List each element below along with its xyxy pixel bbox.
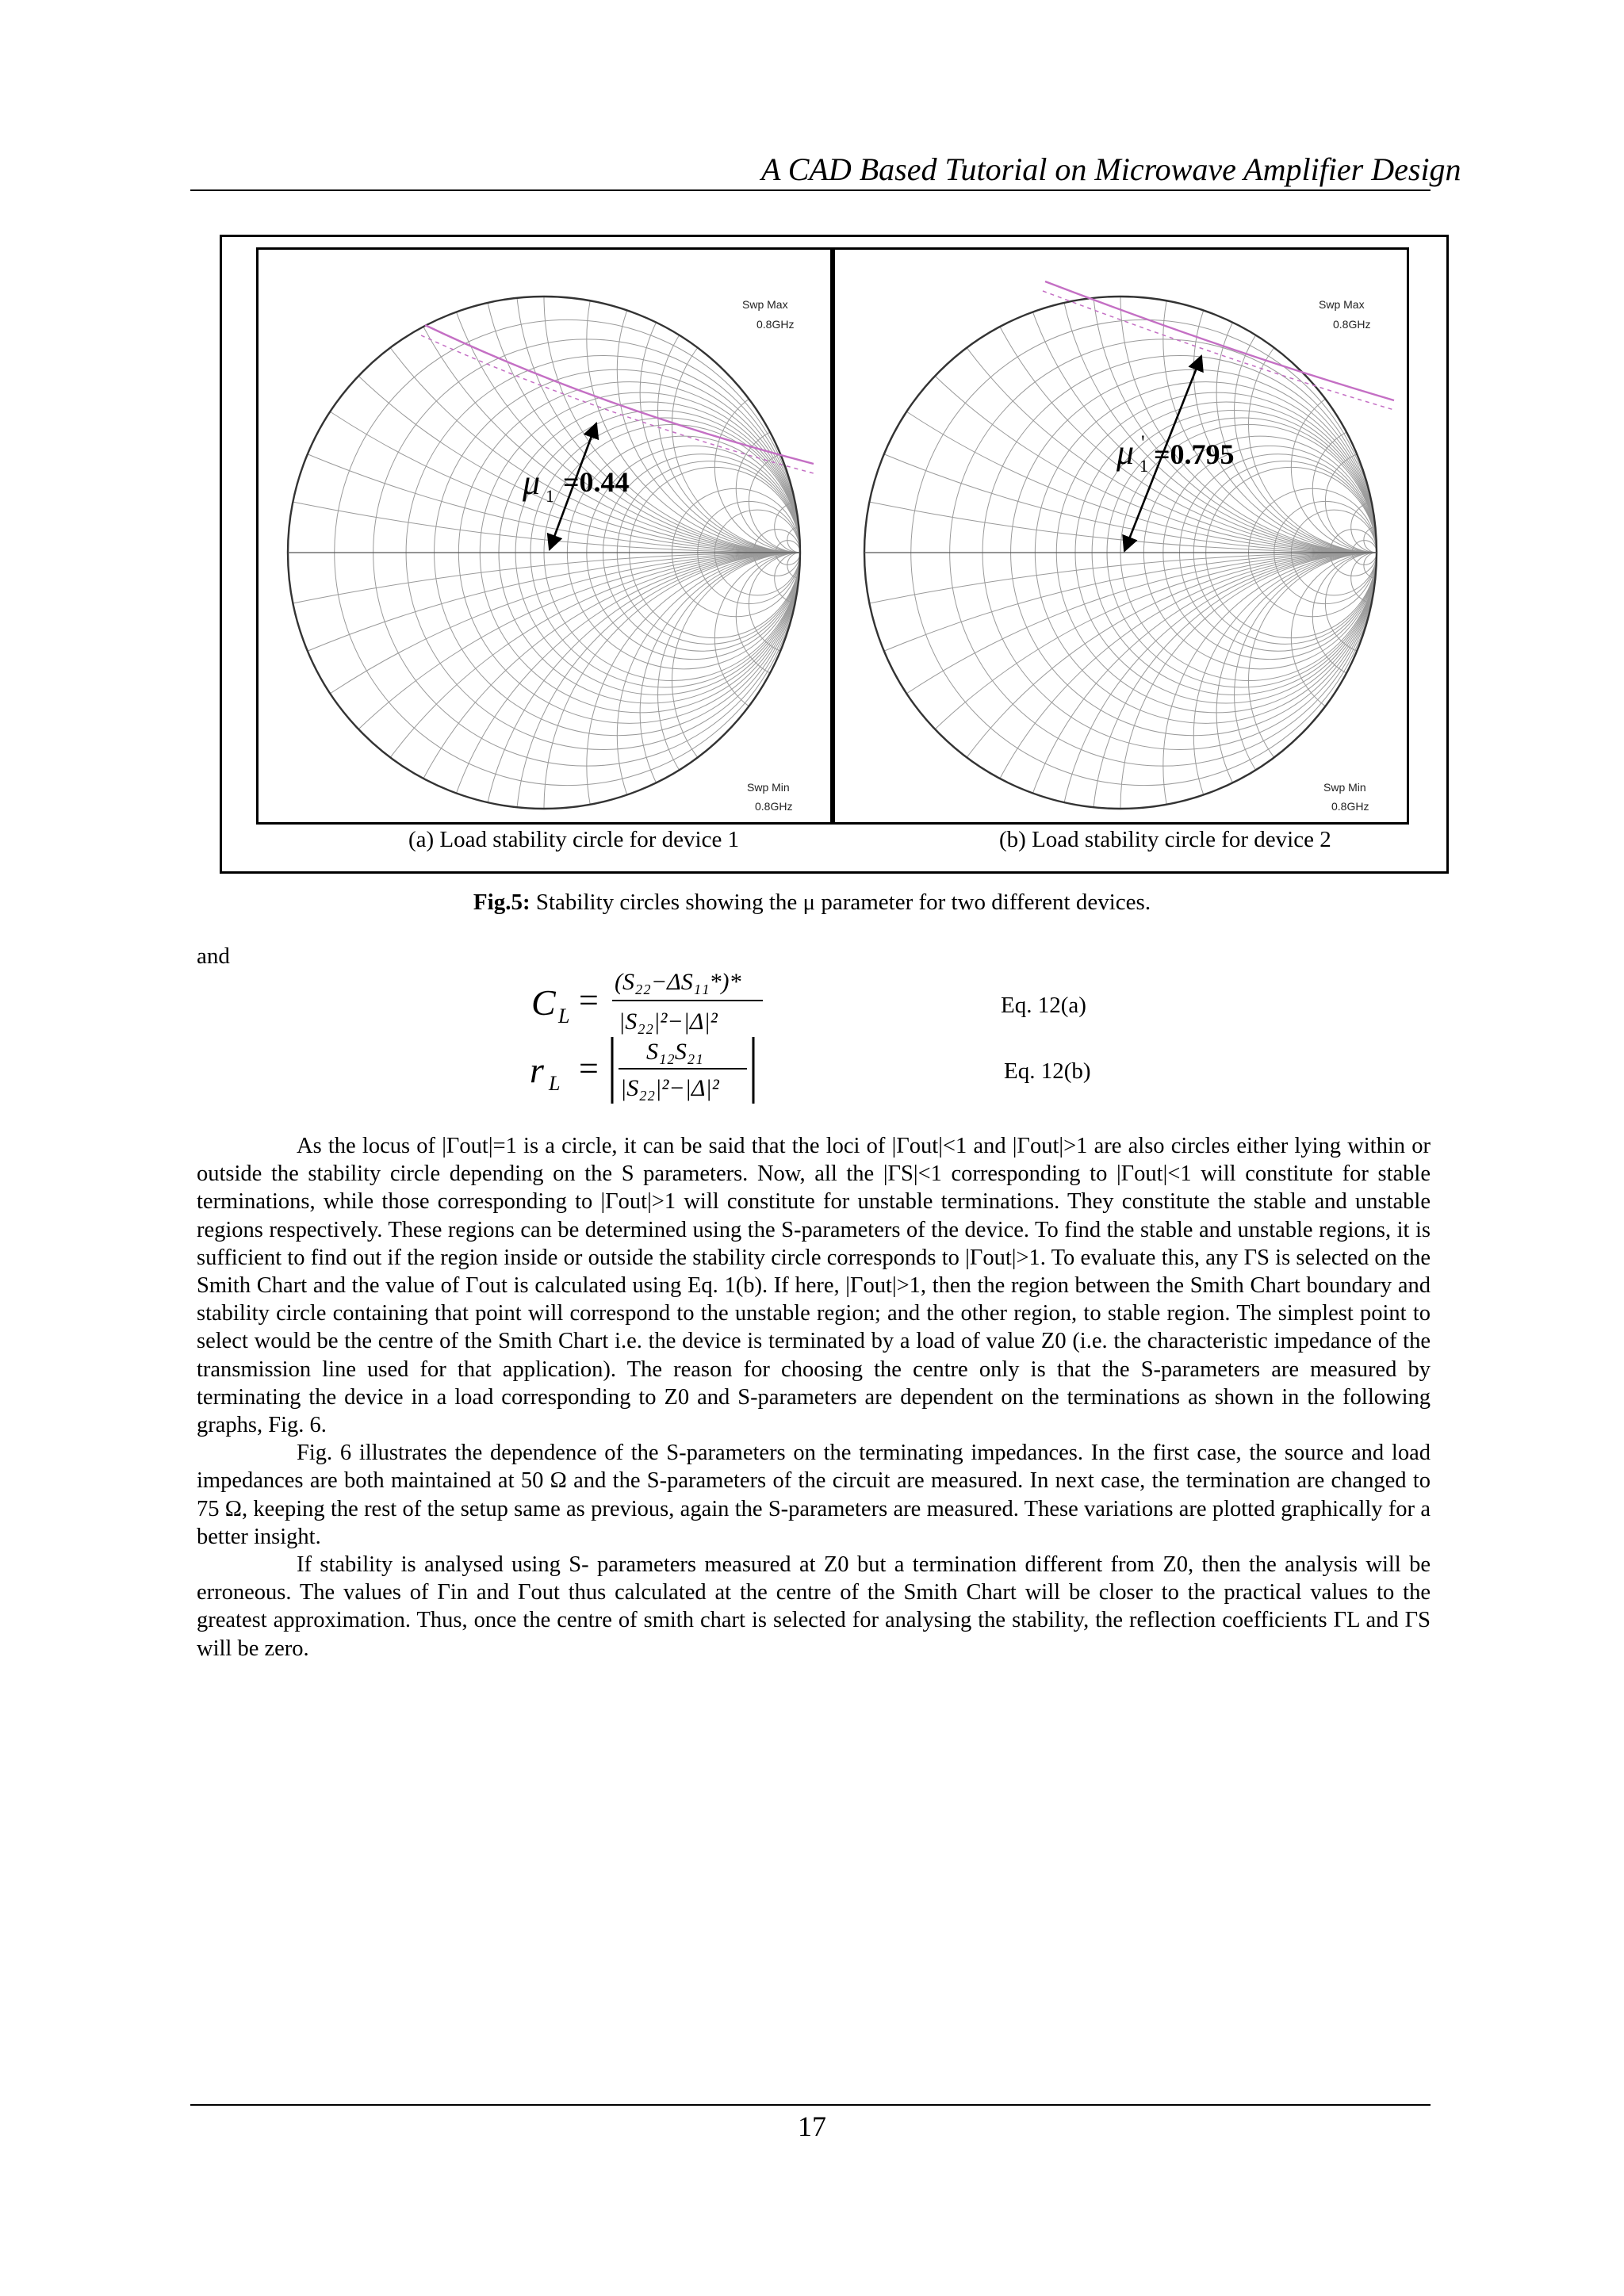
swp-min-label: Swp Min xyxy=(747,781,790,794)
smith-chart-grid xyxy=(259,250,830,822)
reactance-arc xyxy=(1291,382,1407,553)
smith-chart-panel-a xyxy=(256,247,833,825)
eq-a-denominator: |S₂₂|²−|Δ|² xyxy=(619,1008,718,1035)
reactance-arc xyxy=(617,553,830,822)
mu-symbol: μ xyxy=(523,463,541,502)
eq-a-lhs-sub: L xyxy=(558,1004,570,1027)
eq-a-lhs: C xyxy=(531,982,556,1023)
swp-min-value: 0.8GHz xyxy=(755,800,793,813)
reactance-arc xyxy=(1193,250,1407,553)
reactance-arc xyxy=(714,382,830,553)
eq-b-equals: = xyxy=(579,1049,599,1088)
paragraph-2: Fig. 6 illustrates the dependence of the S-parameters on the terminating impedances. In the first case, the source and load impedances are both maintained at 50 Ω and the S-parameters of the circuit are measured. In next case, the termination are changed to 75 Ω, keeping the rest of the setup same as previous, again the S-parameters are measured. These variations are plotted graphically for a better insight. xyxy=(197,1441,1431,1549)
body-text xyxy=(197,1132,1431,1663)
paragraph-1: As the locus of |Γout|=1 is a circle, it can be said that the loci of |Γout|<1 and |Γout|>1 are also circles either lying within or outside the stability circle depending on the S parameters. Now, all the |ΓS|<1 corresponding to |Γout|<1 will constitute for stable terminations, while those corresponding to |Γout|>1 will constitute for unstable terminations. They constitute the stable and unstable regions respectively. These regions can be determined using the S-parameters of the device. To find the stable and unstable regions, it is sufficient to find out if the region inside or outside the stability circle corresponds to |Γout|>1. To evaluate this, any ΓS is selected on the Smith Chart and the value of Γout is calculated using Eq. 1(b). If here, |Γout|>1, then the region between the Smith Chart boundary and stability circle containing that point will correspond to the unstable region; and the other region, to stable region. The simplest point to select would be the centre of the Smith Chart i.e. the device is terminated by a load of value Z0 (i.e. the characteristic impedance of the transmission line used for that application). The reason for choosing the centre only is that the S-parameters are measured by terminating the device in a load corresponding to Z0 and S-parameters are dependent on the terminations as shown in the following graphs, Fig. 6. xyxy=(197,1134,1431,1438)
swp-min-label: Swp Min xyxy=(1323,781,1366,794)
equations-block xyxy=(523,959,793,1114)
swp-max-label: Swp Max xyxy=(742,298,788,311)
footer-rule xyxy=(190,2104,1431,2106)
mu-subscript: 1 xyxy=(1139,456,1148,476)
mu-value: =0.44 xyxy=(563,466,630,498)
and-word: and xyxy=(197,943,230,969)
reactance-arc xyxy=(373,250,830,553)
eq-label-12b: Eq. 12(b) xyxy=(1004,1058,1091,1084)
subcaption-b: (b) Load stability circle for device 2 xyxy=(999,827,1331,852)
eq-a-equals: = xyxy=(579,981,599,1020)
eq-b-lhs-sub: L xyxy=(549,1072,561,1095)
swp-max-value: 0.8GHz xyxy=(1333,318,1371,331)
eq-b-numerator: S₁₂S₂₁ xyxy=(646,1039,703,1065)
swp-max-label: Swp Max xyxy=(1319,298,1365,311)
header-rule xyxy=(190,189,1431,191)
figure-caption-label: Fig.5: xyxy=(473,890,530,915)
mu-value: =0.795 xyxy=(1154,438,1235,470)
eq-b-lhs: r xyxy=(530,1050,544,1090)
reactance-arc xyxy=(617,250,830,553)
eq-label-12a: Eq. 12(a) xyxy=(1001,993,1086,1018)
reactance-arc xyxy=(950,250,1407,553)
figure-caption xyxy=(0,888,1624,916)
running-header-title: A CAD Based Tutorial on Microwave Amplifier Design xyxy=(761,151,1461,187)
reactance-arc xyxy=(1193,553,1407,822)
smith-chart-b xyxy=(835,250,1407,822)
smith-chart-panel-b xyxy=(833,247,1409,825)
smith-chart-a xyxy=(259,250,830,822)
smith-chart-grid xyxy=(835,250,1407,822)
reactance-arc xyxy=(1291,553,1407,723)
swp-max-value: 0.8GHz xyxy=(756,318,795,331)
reactance-arc xyxy=(714,553,830,723)
reactance-arc xyxy=(1011,250,1407,553)
mu-symbol: μ xyxy=(1116,433,1135,472)
reactance-arc xyxy=(435,250,830,553)
page-number: 17 xyxy=(798,2110,826,2142)
mu-prime: ' xyxy=(1141,431,1145,454)
eq-a-numerator: (S₂₂−ΔS₁₁*)* xyxy=(615,969,741,995)
figure-caption-text: Stability circles showing the μ parameter for two different devices. xyxy=(530,890,1151,915)
subcaption-a: (a) Load stability circle for device 1 xyxy=(408,827,740,852)
paragraph-3: If stability is analysed using S- parameters measured at Z0 but a termination different from Z0, then the analysis will be erroneous. The values of Γin and Γout thus calculated at the centre of the Smith Chart will be closer to the practical values to the greatest approximation. Thus, once the centre of smith chart is selected for analysing the stability, the reflection coefficients ΓL and ΓS will be zero. xyxy=(197,1552,1431,1661)
swp-min-value: 0.8GHz xyxy=(1331,800,1369,813)
mu-subscript: 1 xyxy=(546,486,554,506)
eq-b-denominator: |S₂₂|²−|Δ|² xyxy=(620,1075,719,1101)
